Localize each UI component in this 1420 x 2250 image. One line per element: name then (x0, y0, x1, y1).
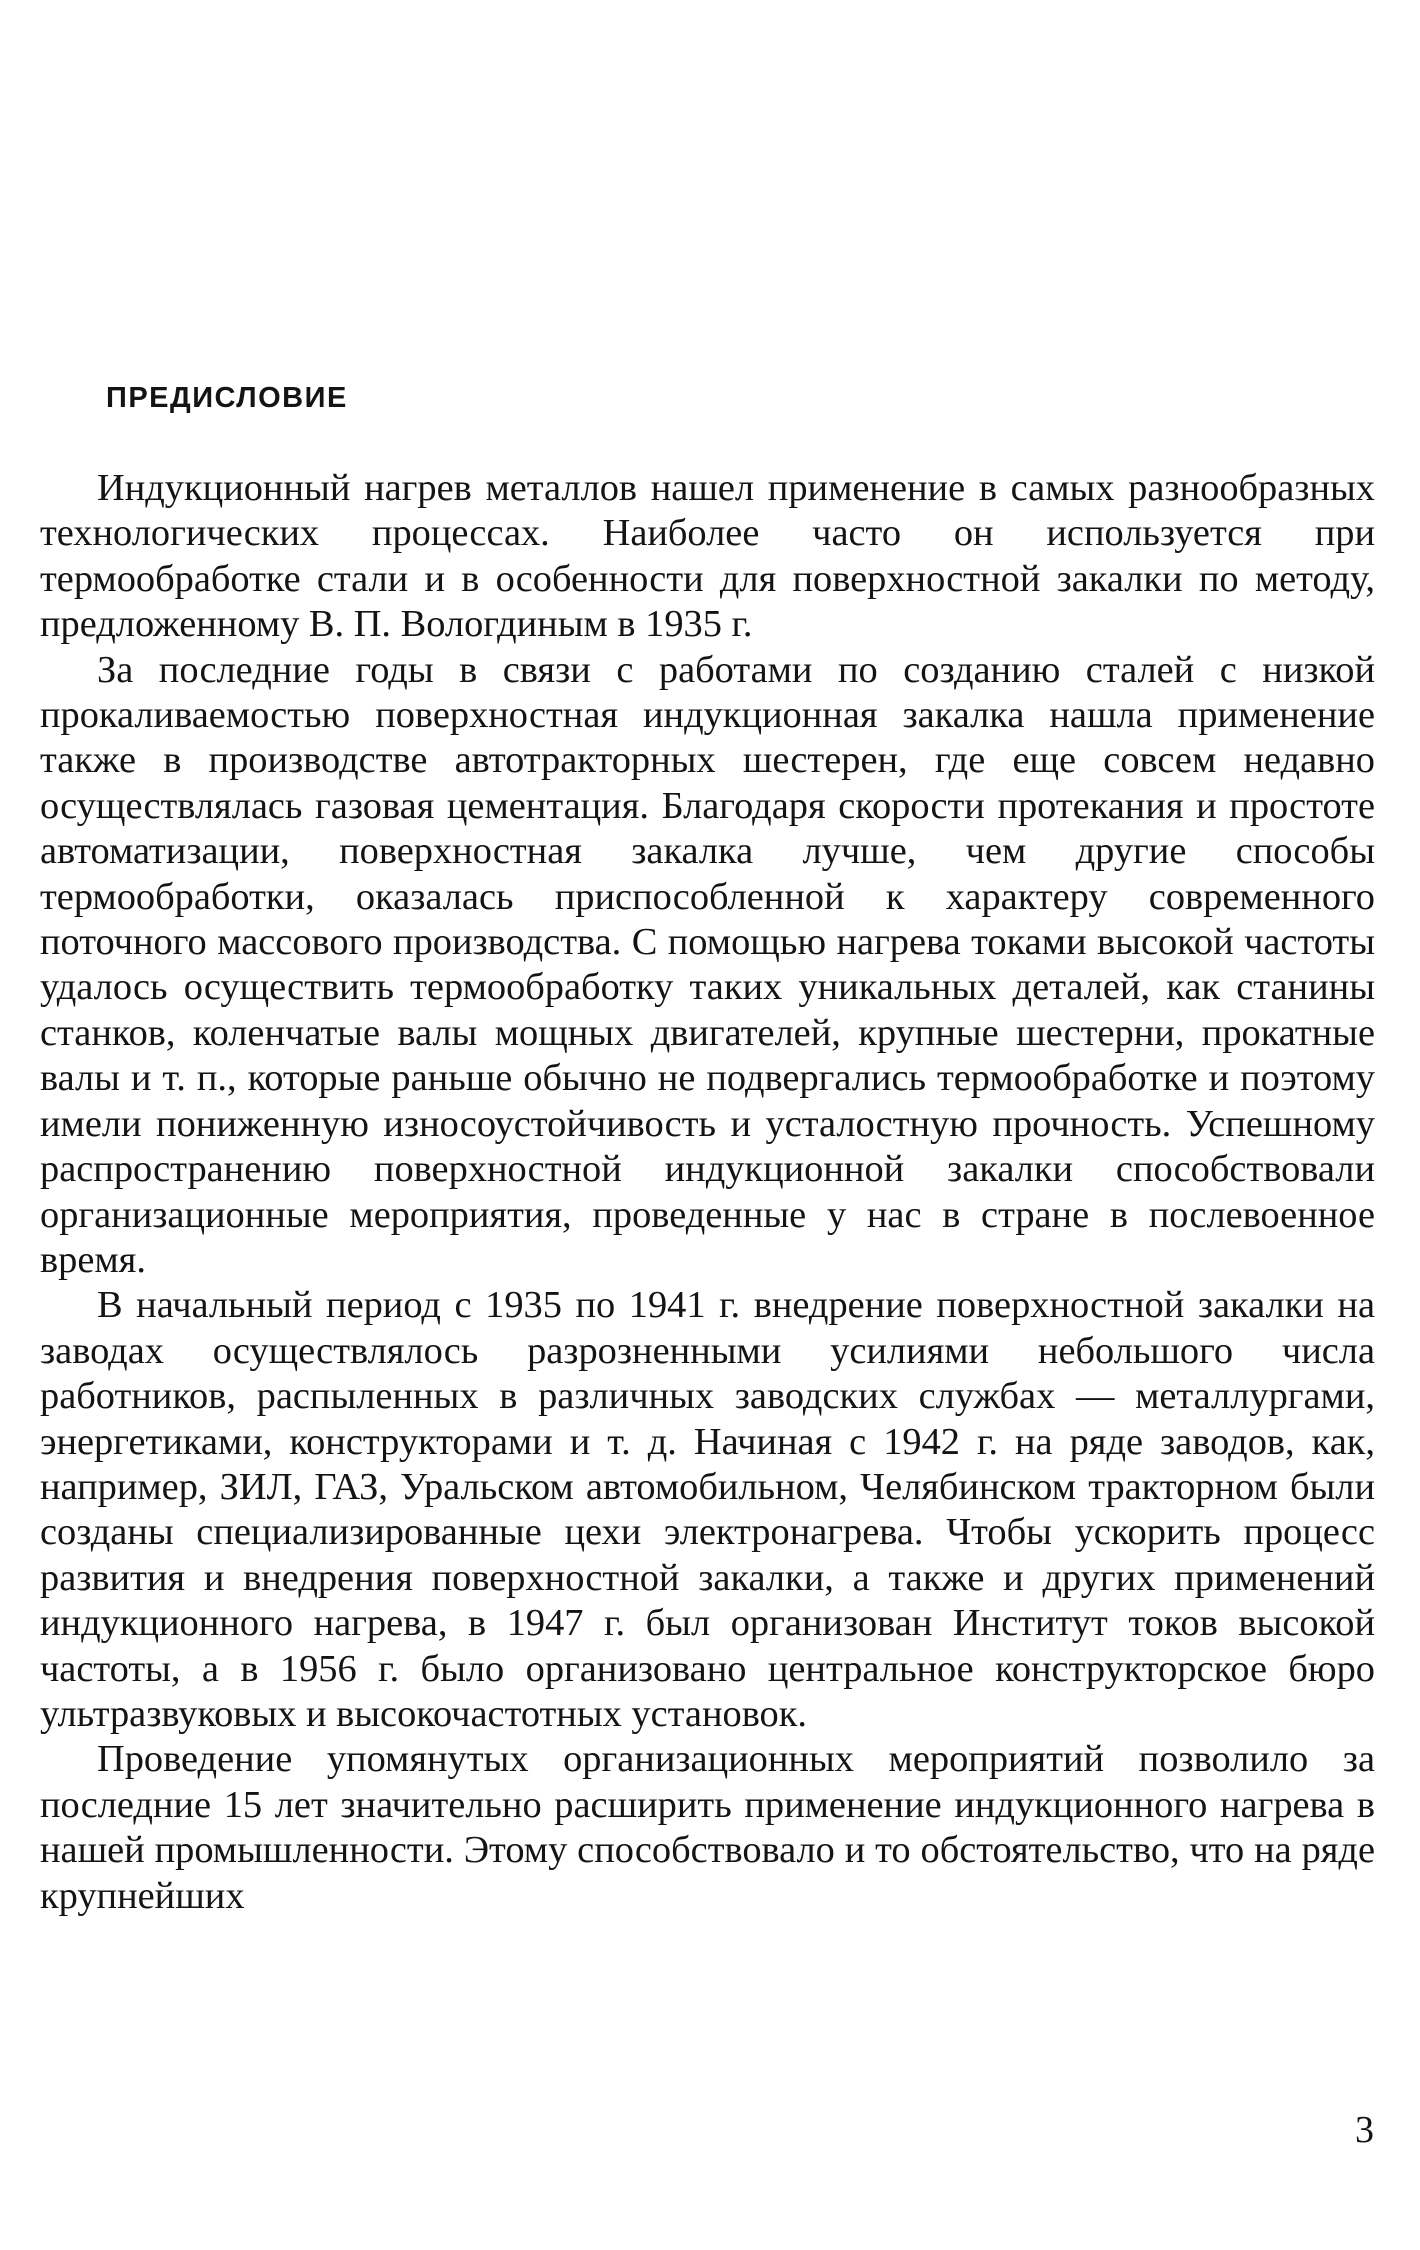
page-number: 3 (1355, 2109, 1374, 2151)
section-heading: ПРЕДИСЛОВИЕ (106, 382, 348, 414)
paragraph-2: За последние годы в связи с работами по созданию сталей с низкой прокаливаемостью поверхностная индукционная закалка нашла применение также в производстве автотракторных шестерен, где еще совсем недавно осуществлялась газовая цементация. Благодаря скорости протекания и простоте автоматизации, поверхностная закалка лучше, чем другие способы термообработки, оказалась приспособленной к характеру современного поточного массового производства. С помощью нагрева токами высокой частоты удалось осуществить термообработку таких уникальных деталей, как станины станков, коленчатые валы мощных двигателей, крупные шестерни, прокатные валы и т. п., которые раньше обычно не подвергались термообработке и поэтому имели пониженную износоустойчивость и усталостную прочность. Успешному распространению поверхностной индукционной закалки способствовали организационные мероприятия, проведенные у нас в стране в послевоенное время. (40, 648, 1375, 1281)
paragraph-3: В начальный период с 1935 по 1941 г. внедрение поверхностной закалки на заводах осуществлялось разрозненными усилиями небольшого числа работников, распыленных в различных заводских службах — металлургами, энергетиками, конструкторами и т. д. Начиная с 1942 г. на ряде заводов, как, например, ЗИЛ, ГАЗ, Уральском автомобильном, Челябинском тракторном были созданы специализированные цехи электронагрева. Чтобы ускорить процесс развития и внедрения поверхностной закалки, а также и других применений индукционного нагрева, в 1947 г. был организован Институт токов высокой частоты, а в 1956 г. было организовано центральное конструкторское бюро ультразвуковых и высокочастотных установок. (40, 1284, 1375, 1735)
body-text (40, 466, 1375, 1919)
paragraph-4: Проведение упомянутых организационных мероприятий позволило за последние 15 лет значительно расширить применение индукционного нагрева в нашей промышленности. Этому способствовало и то обстоятельство, что на ряде крупнейших (40, 1738, 1375, 1917)
paragraph-1: Индукционный нагрев металлов нашел применение в самых разнообразных технологических процессах. Наиболее часто он используется при термообработке стали и в особенности для поверхностной закалки по методу, предложенному В. П. Вологдиным в 1935 г. (40, 467, 1375, 646)
